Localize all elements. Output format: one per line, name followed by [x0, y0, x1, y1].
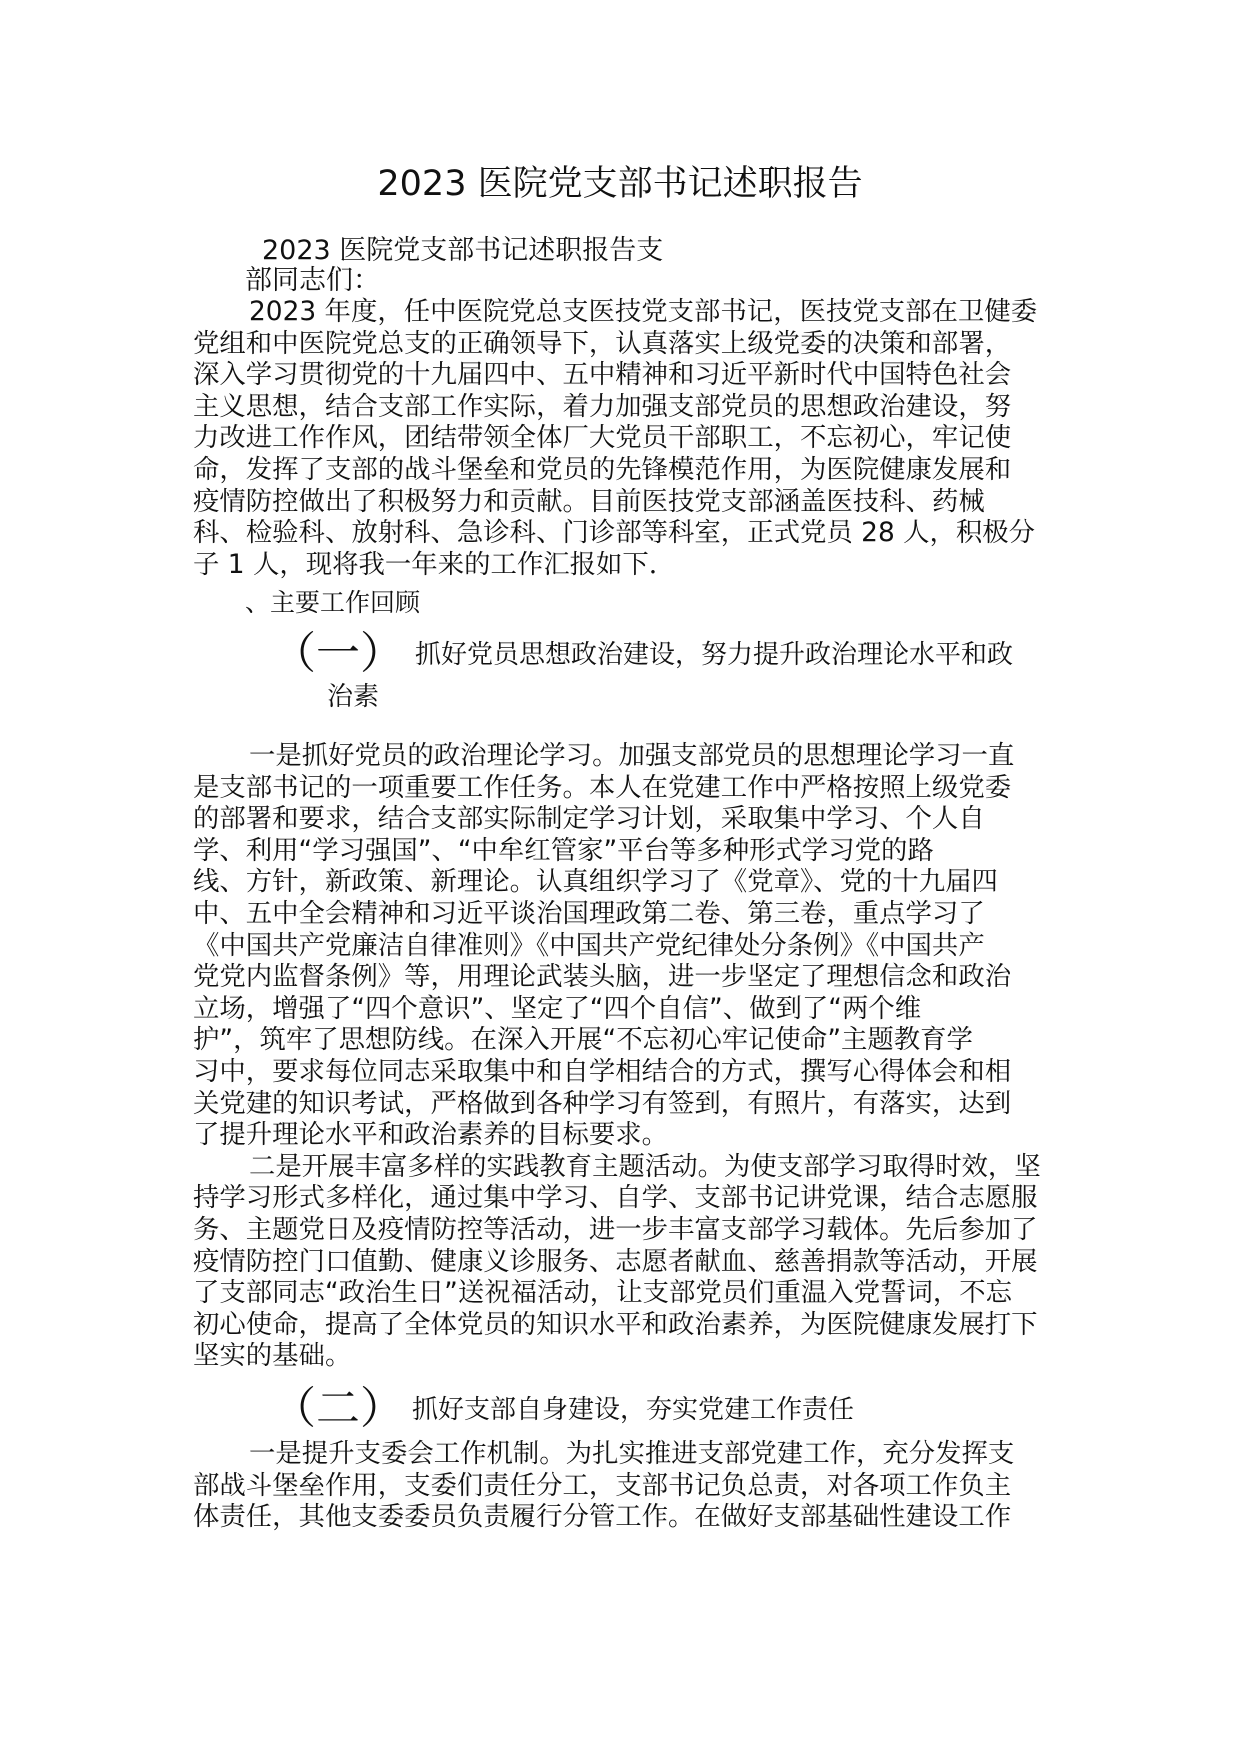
paragraph-line: 体责任，其他支委委员负责履行分管工作。在做好支部基础性建设工作 [193, 1501, 1012, 1533]
paragraph-line: 务、主题党日及疫情防控等活动，进一步丰富支部学习载体。先后参加了 [193, 1213, 1038, 1245]
salutation: 部同志们： [245, 265, 380, 296]
paragraph-line: 力改进工作作风，团结带领全体厂大党员干部职工，不忘初心，牢记使 [193, 422, 1012, 454]
paragraph-line: 一是提升支委会工作机制。为扎实推进支部党建工作，充分发挥支 [249, 1438, 1015, 1469]
paragraph-line: 了提升理论水平和政治素养的目标要求。 [193, 1119, 669, 1151]
intro-paragraph [193, 296, 1055, 580]
document-title: 2023 医院党支部书记述职报告 [377, 164, 863, 204]
paragraph-line: 初心使命，提高了全体党员的知识水平和政治素养，为医院健康发展打下 [193, 1308, 1038, 1340]
paragraph-line: 护”，筑牢了思想防线。在深入开展“不忘初心牢记使命”主题教育学 [193, 1024, 973, 1056]
heading-number: （二） [272, 1383, 404, 1434]
heading-number: （一） [272, 628, 404, 679]
paragraph-line: 命，发挥了支部的战斗堡垒和党员的先锋模范作用，为医院健康发展和 [193, 453, 1012, 485]
section-heading: 、主要工作回顾 [245, 588, 421, 617]
heading-text: 抓好支部自身建设，夯实党建工作责任 [412, 1395, 855, 1425]
paragraph-line: 线、方针，新政策、新理论。认真组织学习了《党章》、党的十九届四 [193, 866, 998, 898]
document-subtitle: 2023 医院党支部书记述职报告支 [262, 235, 664, 266]
paragraph-line: 的部署和要求，结合支部实际制定学习计划，采取集中学习、个人自 [193, 803, 985, 835]
heading-text: 抓好党员思想政治建设，努力提升政治理论水平和政 [415, 640, 1014, 670]
paragraph-line: 了支部同志“政治生日”送祝福活动，让支部党员们重温入党誓词，不忘 [193, 1277, 1013, 1309]
heading-text-continued: 治素 [327, 682, 380, 712]
paragraph-line: 党党内监督条例》等，用理论武装头脑，进一步坚定了理想信念和政治 [193, 961, 1012, 993]
paragraph-line: 疫情防控做出了积极努力和贡献。目前医技党支部涵盖医技科、药械 [193, 485, 985, 517]
paragraph-line: 习中，要求每位同志采取集中和自学相结合的方式，撰写心得体会和相 [193, 1055, 1012, 1087]
paragraph-line: 党组和中医院党总支的正确领导下，认真落实上级党委的决策和部署， [193, 327, 1012, 359]
paragraph-line: 中、五中全会精神和习近平谈治国理政第二卷、第三卷，重点学习了 [193, 897, 985, 929]
paragraph-line: 学、利用“学习强国”、“中牟红管家”平台等多种形式学习党的路 [193, 834, 934, 866]
paragraph-line: 主义思想，结合支部工作实际，着力加强支部党员的思想政治建设，努 [193, 390, 1012, 422]
paragraph-line: 立场，增强了“四个意识”、坚定了“四个自信”、做到了“两个维 [193, 992, 922, 1024]
paragraph-line: 科、检验科、放射科、急诊科、门诊部等科室，正式党员 28 人，积极分 [193, 517, 1036, 549]
paragraph-line: 关党建的知识考试，严格做到各种学习有签到，有照片，有落实，达到 [193, 1087, 1012, 1119]
paragraph-line: 持学习形式多样化，通过集中学习、自学、支部书记讲党课，结合志愿服 [193, 1182, 1038, 1214]
paragraph-line: 部战斗堡垒作用，支委们责任分工，支部书记负总责，对各项工作负主 [193, 1469, 1012, 1501]
paragraph-line: 深入学习贯彻党的十九届四中、五中精神和习近平新时代中国特色社会 [193, 359, 1012, 391]
paragraph-line: 2023 年度，任中医院党总支医技党支部书记，医技党支部在卫健委 [249, 296, 1038, 327]
paragraph-line: 疫情防控门口值勤、健康义诊服务、志愿者献血、慈善捐款等活动，开展 [193, 1245, 1038, 1277]
paragraph-political-study [193, 740, 1055, 1372]
paragraph-line: 一是抓好党员的政治理论学习。加强支部党员的思想理论学习一直 [249, 740, 1015, 771]
paragraph-line: 坚实的基础。 [193, 1340, 352, 1372]
paragraph-committee-mechanism [193, 1438, 1055, 1533]
paragraph-line: 子 1 人，现将我一年来的工作汇报如下． [193, 548, 676, 580]
paragraph-line: 是支部书记的一项重要工作任务。本人在党建工作中严格按照上级党委 [193, 771, 1012, 803]
paragraph-line: 二是开展丰富多样的实践教育主题活动。为使支部学习取得时效，坚 [249, 1150, 1041, 1182]
paragraph-line: 《中国共产党廉洁自律准则》《中国共产党纪律处分条例》《中国共产 [193, 929, 985, 961]
